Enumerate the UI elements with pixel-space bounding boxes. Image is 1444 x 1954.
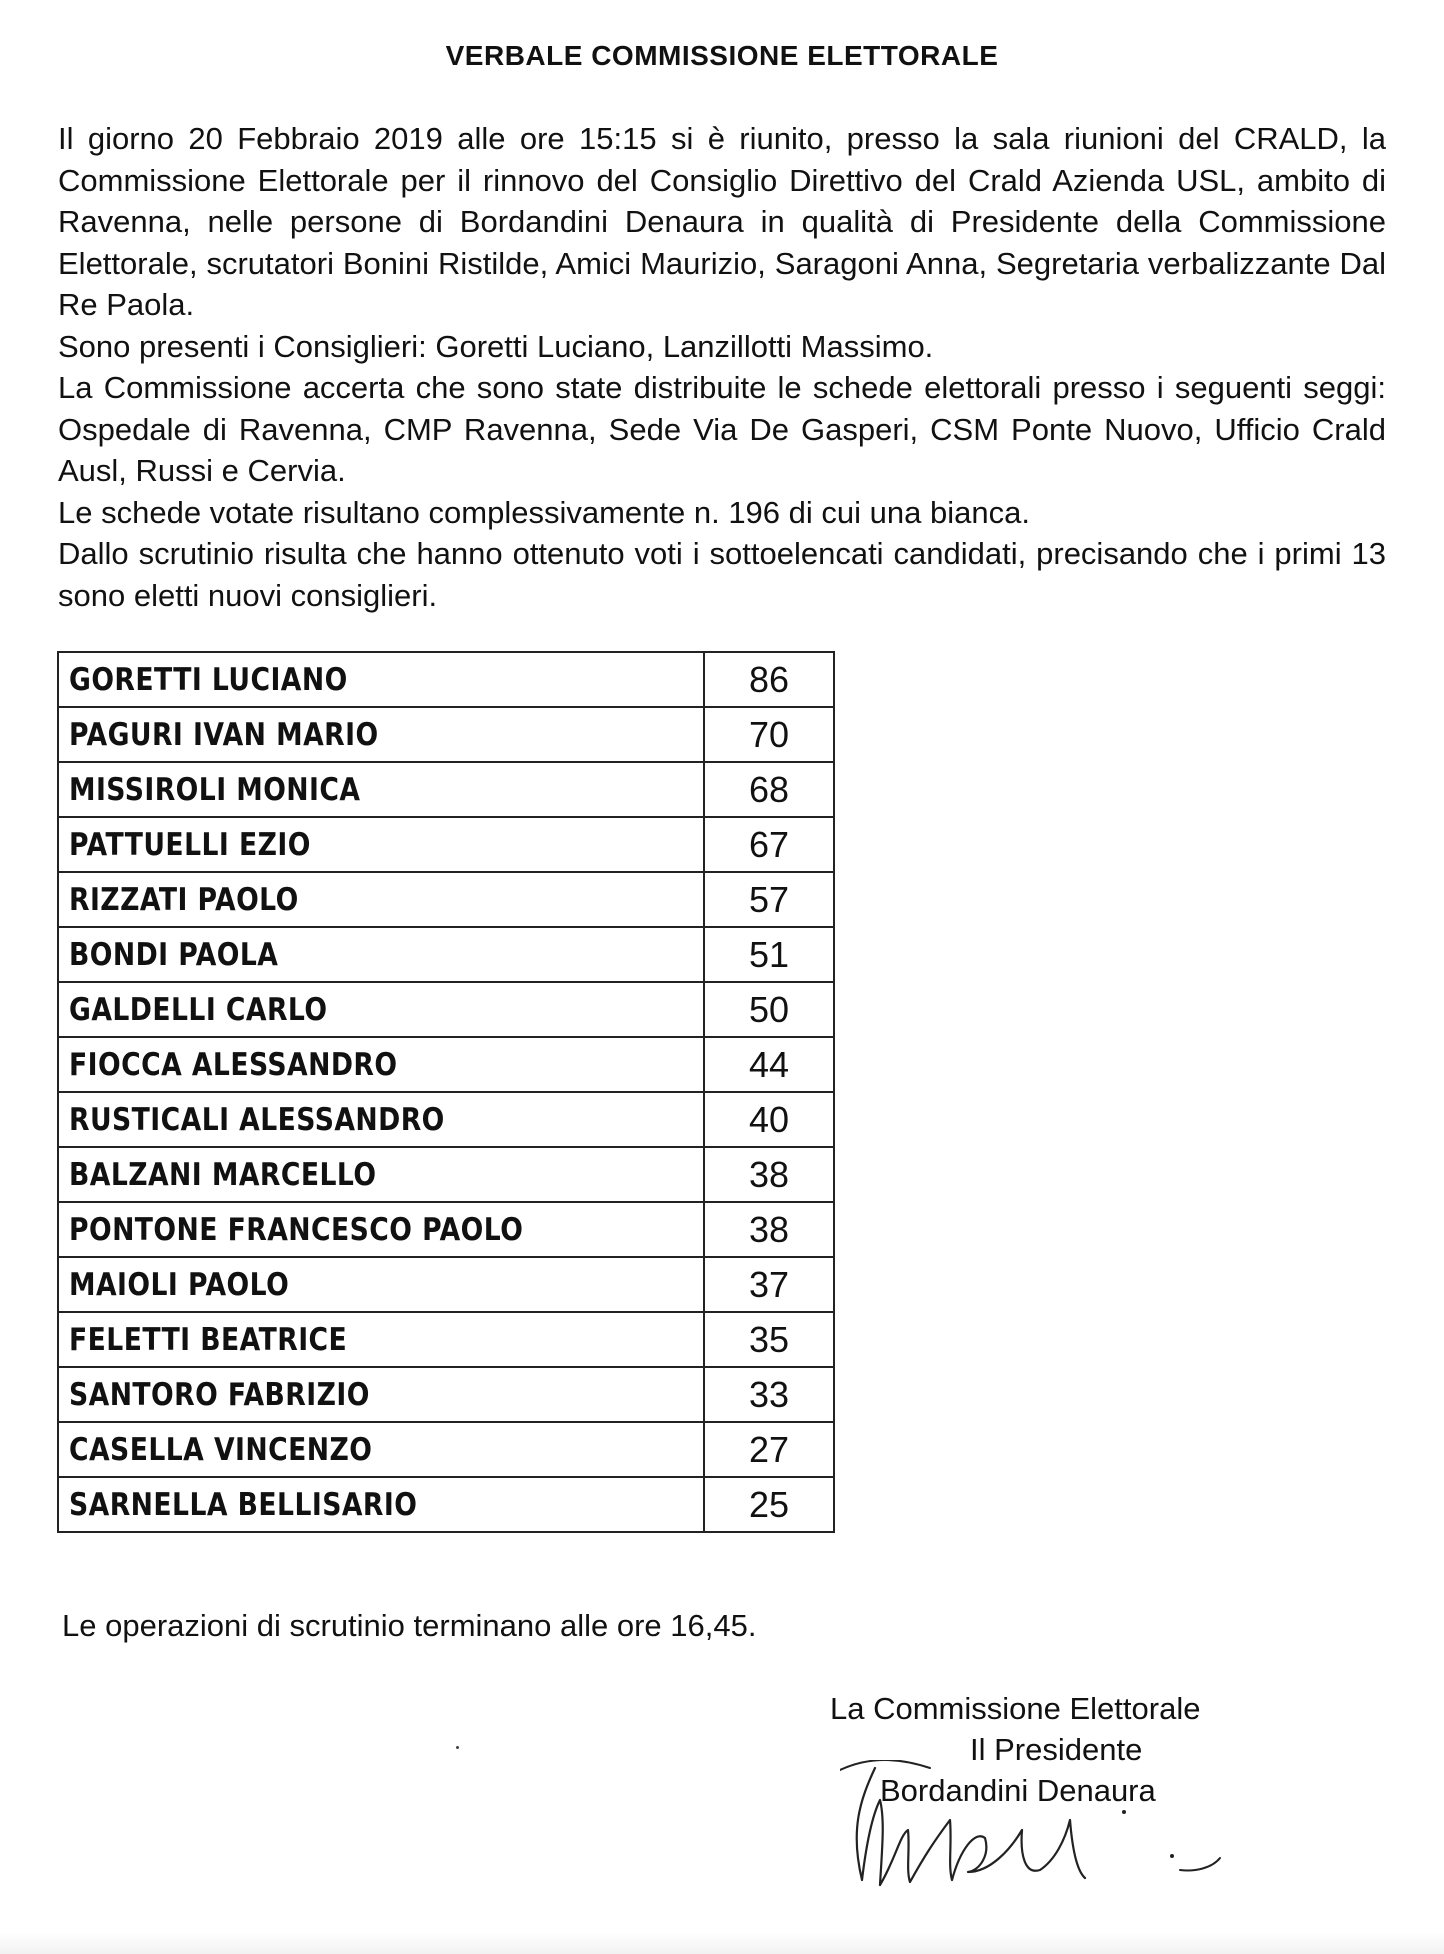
candidate-name: SANTORO FABRIZIO [69, 1376, 370, 1413]
table-row [58, 762, 834, 817]
signature-role: Il Presidente [970, 1732, 1143, 1767]
paragraph-polling-stations: La Commissione accerta che sono state distribuite le schede elettorali presso i seguenti seggi: Ospedale di Ravenna, CMP Ravenna, Sede Via De Gasperi, CSM Ponte Nuovo, Ufficio Crald Ausl, Russi e Cervia. [58, 370, 1386, 488]
signature-committee: La Commissione Elettorale [830, 1691, 1201, 1726]
table-row [58, 982, 834, 1037]
candidate-votes: 35 [704, 1312, 834, 1367]
results-table-body [58, 652, 834, 1532]
table-row [58, 1422, 834, 1477]
candidate-name-cell [58, 707, 704, 762]
candidate-name-cell [58, 652, 704, 707]
candidate-name-cell [58, 1477, 704, 1532]
signature-printed-name: Bordandini Denaura [880, 1773, 1156, 1808]
candidate-name-cell [58, 1147, 704, 1202]
paragraph-ballots: Le schede votate risultano complessivamente n. 196 di cui una bianca. [58, 494, 1030, 530]
table-row [58, 1092, 834, 1147]
candidate-votes: 70 [704, 707, 834, 762]
candidate-name: GORETTI LUCIANO [69, 661, 348, 698]
candidate-votes: 44 [704, 1037, 834, 1092]
table-row [58, 1477, 834, 1532]
document-body [58, 118, 1386, 616]
candidate-votes: 86 [704, 652, 834, 707]
candidate-name: BONDI PAOLA [69, 936, 279, 973]
candidate-name: FIOCCA ALESSANDRO [69, 1046, 398, 1083]
candidate-name: MISSIROLI MONICA [69, 771, 361, 808]
table-row [58, 1367, 834, 1422]
closing-statement: Le operazioni di scrutinio terminano alle ore 16,45. [62, 1608, 757, 1643]
candidate-name-cell [58, 1422, 704, 1477]
candidate-name: RIZZATI PAOLO [69, 881, 299, 918]
candidate-name-cell [58, 762, 704, 817]
speck-mark [456, 1746, 459, 1749]
candidate-name: CASELLA VINCENZO [69, 1431, 373, 1468]
candidate-votes: 27 [704, 1422, 834, 1477]
candidate-name-cell [58, 1367, 704, 1422]
candidate-votes: 50 [704, 982, 834, 1037]
candidate-votes: 67 [704, 817, 834, 872]
table-row [58, 652, 834, 707]
candidate-votes: 25 [704, 1477, 834, 1532]
document-title: VERBALE COMMISSIONE ELETTORALE [445, 40, 999, 71]
candidate-name-cell [58, 1092, 704, 1147]
candidate-name-cell [58, 1257, 704, 1312]
candidate-name-cell [58, 817, 704, 872]
candidate-name-cell [58, 872, 704, 927]
page-bottom-edge [0, 1932, 1444, 1954]
candidate-name-cell [58, 1037, 704, 1092]
candidate-name: GALDELLI CARLO [69, 991, 328, 1028]
table-row [58, 1202, 834, 1257]
candidate-name-cell [58, 1312, 704, 1367]
candidate-votes: 51 [704, 927, 834, 982]
candidate-name: MAIOLI PAOLO [69, 1266, 290, 1303]
table-row [58, 817, 834, 872]
table-row [58, 1257, 834, 1312]
candidate-name: PAGURI IVAN MARIO [69, 716, 379, 753]
candidate-votes: 57 [704, 872, 834, 927]
paragraph-meeting: Il giorno 20 Febbraio 2019 alle ore 15:15 si è riunito, presso la sala riunioni del CRALD, la Commissione Elettorale per il rinnovo del Consiglio Direttivo del Crald Azienda USL, ambito di Ravenna, nelle persone di Bordandini Denaura in qualità di Presidente della Commissione Elettorale, scrutatori Bonini Ristilde, Amici Maurizio, Saragoni Anna, Segretaria verbalizzante Dal Re Paola. [58, 121, 1386, 322]
candidate-name: BALZANI MARCELLO [69, 1156, 377, 1193]
candidate-name-cell [58, 927, 704, 982]
handwritten-signature [840, 1760, 1300, 1910]
table-row [58, 927, 834, 982]
candidate-votes: 33 [704, 1367, 834, 1422]
candidate-votes: 68 [704, 762, 834, 817]
candidate-name: PONTONE FRANCESCO PAOLO [69, 1211, 524, 1248]
candidate-name: RUSTICALI ALESSANDRO [69, 1101, 445, 1138]
table-row [58, 707, 834, 762]
candidate-votes: 40 [704, 1092, 834, 1147]
candidate-name: FELETTI BEATRICE [69, 1321, 348, 1358]
candidate-name: SARNELLA BELLISARIO [69, 1486, 418, 1523]
candidate-name-cell [58, 1202, 704, 1257]
table-row [58, 1037, 834, 1092]
paragraph-count: Dallo scrutinio risulta che hanno ottenuto voti i sottoelencati candidati, precisando che i primi 13 sono eletti nuovi consiglieri. [58, 536, 1386, 613]
table-row [58, 1312, 834, 1367]
candidate-votes: 38 [704, 1147, 834, 1202]
candidate-votes: 38 [704, 1202, 834, 1257]
table-row [58, 872, 834, 927]
paragraph-councillors: Sono presenti i Consiglieri: Goretti Luciano, Lanzillotti Massimo. [58, 328, 934, 364]
candidate-name-cell [58, 982, 704, 1037]
candidate-name: PATTUELLI EZIO [69, 826, 311, 863]
table-row [58, 1147, 834, 1202]
candidate-votes: 37 [704, 1257, 834, 1312]
results-table [57, 651, 835, 1533]
